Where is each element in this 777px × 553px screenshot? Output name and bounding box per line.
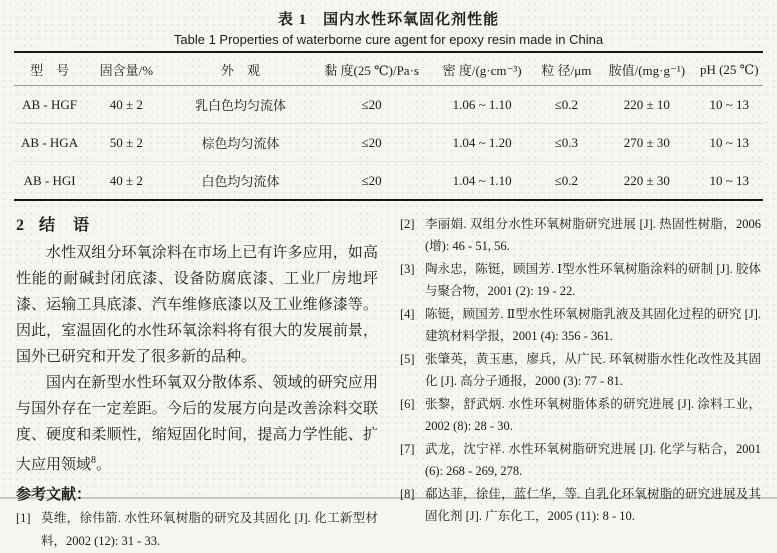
- col-header-ph: pH (25 ℃): [696, 52, 763, 86]
- col-header-particle: 粒 径/μm: [535, 52, 599, 86]
- paragraph-text: 。: [96, 457, 112, 473]
- cell-amine: 220 ± 30: [598, 162, 695, 201]
- reference-text: 武龙，沈宁祥. 水性环氧树脂研究进展 [J]. 化学与粘合，2001 (6): 268 - 269, 278.: [425, 442, 761, 478]
- table-title-chinese: 表 1 国内水性环氧固化剂性能: [277, 12, 500, 28]
- cell-ph: 10 ~ 13: [709, 96, 750, 112]
- table-row: [14, 124, 763, 162]
- citation-superscript: 8: [91, 455, 97, 466]
- reference-text: 张肇英，黄玉惠，廖兵，从广民. 环氧树脂水性化改性及其固化 [J]. 高分子通报，2000 (3): 77 - 81.: [425, 352, 761, 388]
- cell-density: 1.04 ~ 1.10: [430, 162, 535, 201]
- cell-appearance: 乳白色均匀流体: [195, 98, 287, 113]
- references-heading: 参考文献：: [16, 487, 92, 503]
- cell-amine: 270 ± 30: [598, 124, 695, 162]
- reference-number: [8]: [400, 487, 415, 501]
- left-column: [16, 210, 378, 553]
- table-row: [14, 86, 763, 124]
- reference-item: [400, 483, 761, 527]
- cell-particle: ≤0.3: [535, 124, 599, 162]
- right-column: [400, 210, 761, 553]
- cell-viscosity: ≤20: [314, 162, 430, 201]
- col-header-appearance: 外 观: [168, 52, 314, 86]
- cell-solids: 40 ± 2: [109, 96, 143, 112]
- reference-item: [400, 303, 761, 347]
- cell-ph: 10 ~ 13: [696, 124, 763, 162]
- reference-item: [400, 348, 761, 392]
- cell-particle: ≤0.2: [554, 96, 579, 112]
- reference-number: [3]: [400, 262, 415, 276]
- reference-text: 陶永忠，陈铤，顾国芳. Ⅰ型水性环氧树脂涂料的研制 [J]. 胶体与聚合物，2001 (2): 19 - 22.: [425, 262, 761, 298]
- cell-model: AB - HGI: [14, 162, 85, 201]
- cell-particle: ≤0.2: [535, 162, 599, 201]
- reference-text: 张黎，舒武炳. 水性环氧树脂体系的研究进展 [J]. 涂料工业，2002 (8): 28 - 30.: [425, 397, 761, 433]
- cell-density: 1.06 ~ 1.10: [452, 96, 512, 112]
- table-title-english: Table 1 Properties of waterborne cure agent for epoxy resin made in China: [173, 32, 604, 47]
- properties-table: [14, 51, 763, 201]
- reference-item: [400, 213, 761, 257]
- section-heading: [16, 212, 378, 235]
- cell-viscosity: ≤20: [361, 96, 382, 112]
- cell-model: AB - HGF: [22, 96, 78, 112]
- two-column-body: [14, 210, 763, 553]
- table-header-row: [14, 52, 763, 86]
- cell-model: AB - HGA: [14, 124, 85, 162]
- reference-item: [16, 507, 378, 553]
- reference-item: [400, 258, 761, 302]
- cell-appearance: 棕色均匀流体: [168, 124, 314, 162]
- reference-number: [6]: [400, 397, 415, 411]
- col-header-amine: 胺值/(mg·g⁻¹): [598, 52, 695, 86]
- col-header-density: 密 度/(g·cm⁻³): [430, 52, 535, 86]
- reference-item: [400, 438, 761, 482]
- conclusion-paragraph-2: [16, 370, 378, 478]
- cell-solids: 50 ± 2: [85, 124, 167, 162]
- table-row: [14, 162, 763, 201]
- reference-number: [1]: [16, 511, 31, 525]
- paragraph-text: 国内在新型水性环氧双分散体系、领域的研究应用与国外存在一定差距。今后的发展方向是改善涂料交联度、硬度和柔顺性，缩短固化时间，提高力学性能、扩大应用领域: [16, 375, 378, 473]
- col-header-viscosity: 黏 度(25 ℃)/Pa·s: [314, 52, 430, 86]
- reference-number: [4]: [400, 307, 415, 321]
- reference-text: 陈铤，顾国芳. Ⅱ型水性环氧树脂乳液及其固化过程的研究 [J]. 建筑材料学报，2001 (4): 356 - 361.: [425, 307, 761, 343]
- col-header-model: 型 号: [14, 52, 85, 86]
- reference-number: [7]: [400, 442, 415, 456]
- section-title: 结 语: [39, 217, 91, 234]
- reference-text: 莫维，徐伟箭. 水性环氧树脂的研究及其固化 [J]. 化工新型材料，2002 (12): 31 - 33.: [41, 511, 378, 548]
- cell-solids: 40 ± 2: [85, 162, 167, 201]
- cell-amine: 220 ± 10: [623, 96, 670, 112]
- reference-text: 郗达菲，徐佳，蓝仁华，等. 自乳化环氧树脂的研究进展及其固化剂 [J]. 广东化工，2005 (11): 8 - 10.: [425, 487, 761, 523]
- reference-item: [400, 393, 761, 437]
- section-number: 2: [16, 217, 25, 234]
- cell-density: 1.04 ~ 1.20: [430, 124, 535, 162]
- conclusion-paragraph-1: 水性双组分环氧涂料在市场上已有许多应用，如高性能的耐碱封闭底漆、设备防腐底漆、工业厂房地坪漆、运输工具底漆、汽车维修底漆以及工业维修漆等。因此，室温固化的水性环氧涂料将有很大的发展前景，国外已研究和开发了很多新的品种。: [16, 245, 378, 365]
- reference-number: [5]: [400, 352, 415, 366]
- reference-text: 李丽娟. 双组分水性环氧树脂研究进展 [J]. 热固性树脂，2006 (增): 46 - 51, 56.: [425, 217, 761, 253]
- cell-ph: 10 ~ 13: [696, 162, 763, 201]
- cell-viscosity: ≤20: [314, 124, 430, 162]
- col-header-solids: 固含量/%: [85, 52, 167, 86]
- cell-appearance: 白色均匀流体: [168, 162, 314, 201]
- reference-number: [2]: [400, 217, 415, 231]
